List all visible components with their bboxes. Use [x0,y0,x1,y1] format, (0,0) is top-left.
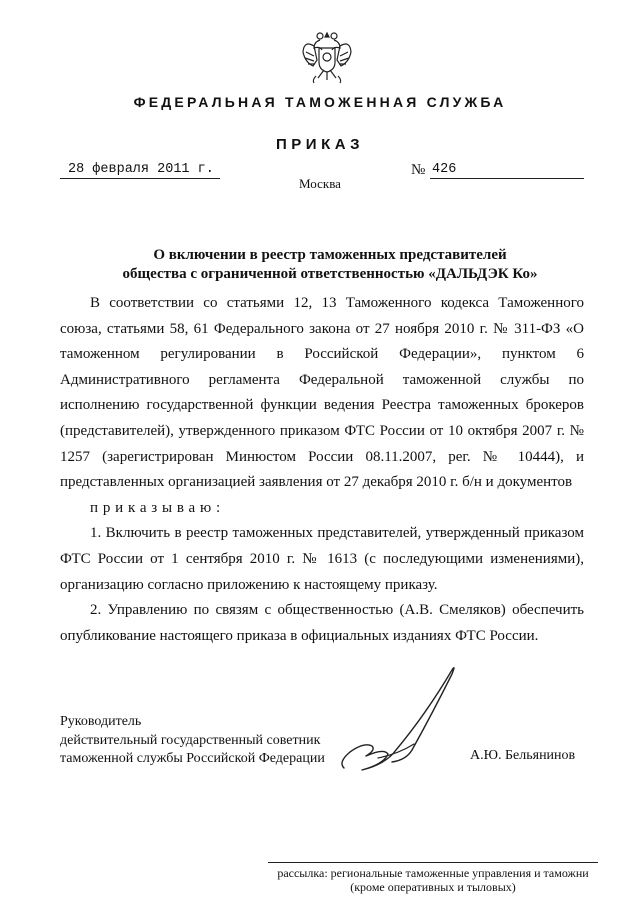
order-word [60,496,584,522]
order-item-2: 2. Управлению по связям с общественностью (А.В. Смеляков) обеспечить опубликование настоящего приказа в официальных изданиях ФТС России. [60,602,584,644]
order-heading [60,246,600,284]
distribution-line-2: (кроме оперативных и тыловых) [350,880,516,894]
heading-line-2: общества с ограниченной ответственностью «ДАЛЬДЭК Ко» [122,266,538,282]
order-number-label: № [411,162,426,178]
signatory-title [60,713,325,769]
order-date: 28 февраля 2011 г. [68,162,214,177]
city: Москва [299,176,341,191]
signatory-line-3: таможенной службы Российской Федерации [60,751,325,766]
agency-name: ФЕДЕРАЛЬНАЯ ТАМОЖЕННАЯ СЛУЖБА [133,94,507,110]
distribution-rule [268,862,598,863]
signatory-line-1: Руководитель [60,714,142,729]
signatory-line-2: действительный государственный советник [60,732,321,748]
signer-name: А.Ю. Бельянинов [470,748,576,763]
order-number: 426 [432,162,457,177]
order-body [60,291,584,649]
coat-of-arms-emblem [302,30,352,84]
document-type-title: ПРИКАЗ [276,136,364,153]
preamble-paragraph: В соответствии со статьями 12, 13 Таможенного кодекса Таможенного союза, статьями 58, 61 Федерального закона от 27 ноября 2010 г. № 311-ФЗ «О таможенном регулировании в Российской Федерации», пунктом 6 Административного регламента Федеральной таможенной службы по исполнению государственной функции ведения Реестра таможенных брокеров (представителей), утвержденного приказом ФТС России от 10 октября 2007 г. № 1257 (зарегистрирован Минюстом России 08.11.2007, рег. № 10444), и представленных организацией заявления от 27 декабря 2010 г. б/н и документов [60,295,584,491]
distribution-line-1: рассылка: региональные таможенные управления и таможни [277,866,589,880]
distribution-list [268,866,598,894]
heading-line-1: О включении в реестр таможенных представителей [153,247,507,263]
order-item-1: 1. Включить в реестр таможенных представителей, утвержденный приказом ФТС России от 1 сентября 2010 г. № 1613 (с последующими изменениями), организацию согласно приложению к настоящему приказу. [60,525,584,593]
order-word-text: приказываю: [90,499,225,516]
